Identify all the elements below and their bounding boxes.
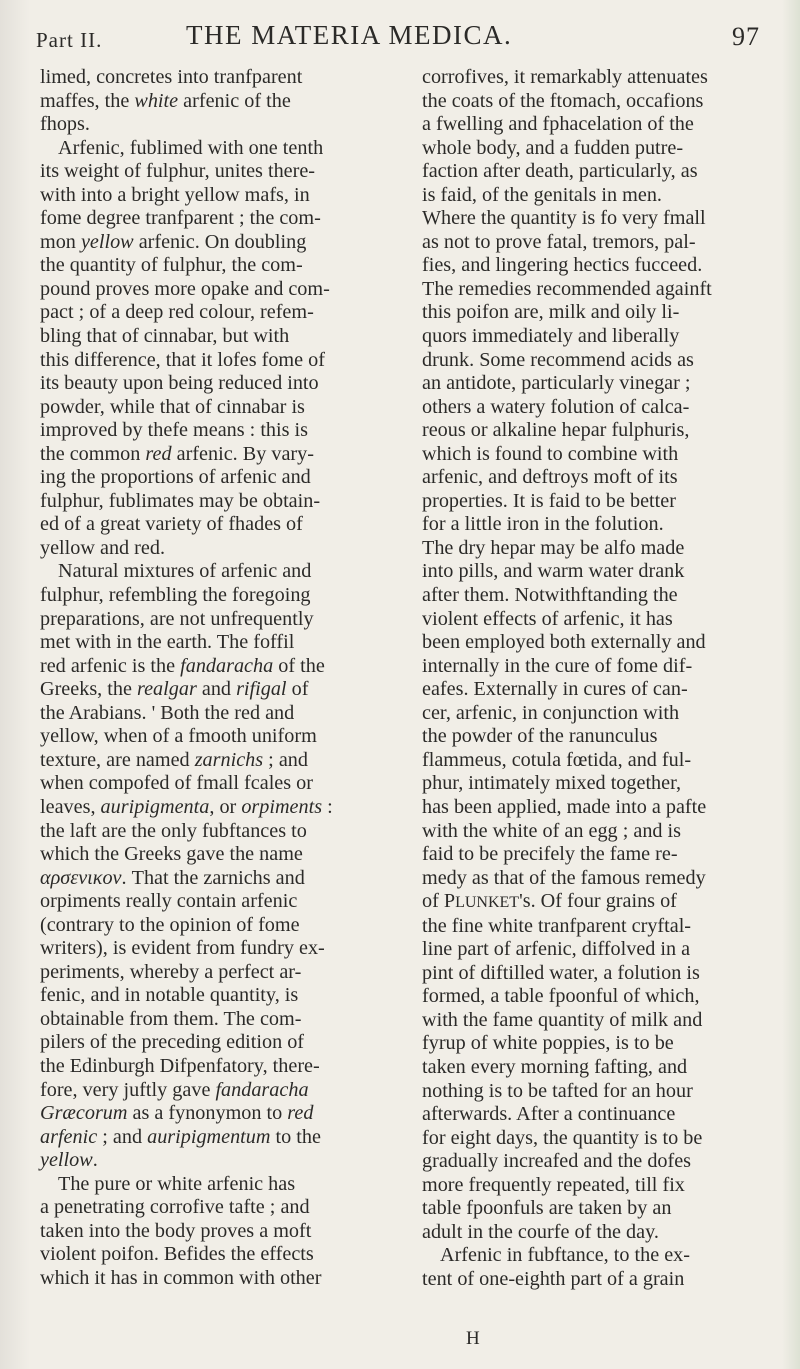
text-line: medy as that of the famous remedy [422,866,706,889]
text-line: of PLUNKET's. Of four grains of [422,890,677,913]
text-line: the common red arfenic. By vary- [40,442,314,465]
text-line: limed, concretes into tranfparent [40,66,303,88]
text-line: this poifon are, milk and oily li- [422,301,680,324]
signature-mark: H [466,1328,480,1349]
text-line: violent effects of arfenic, it has [422,607,673,630]
text-line: yellow. [40,1149,98,1172]
text-line: obtainable from them. The com- [40,1007,302,1030]
text-line: fhops. [40,113,90,136]
text-line: Græcorum as a fynonymon to red [40,1102,314,1125]
text-line: fenic, and in notable quantity, is [40,984,299,1007]
text-line: been employed both externally and [422,631,706,654]
text-line: its beauty upon being reduced into [40,372,319,395]
paragraph-continued [40,66,385,137]
text-line: fulphur, fublimates may be obtain- [40,489,321,512]
text-line: pound proves more opake and com- [40,277,330,300]
text-line: faction after death, particularly, as [422,160,698,183]
text-line: fulphur, refembling the foregoing [40,584,311,607]
text-line: is faid, of the genitals in men. [422,183,662,206]
text-line: table fpoonfuls are taken by an [422,1197,672,1220]
right-column [422,66,777,1291]
text-line: improved by thefe means : this is [40,419,308,442]
text-line: for eight days, the quantity is to be [422,1126,703,1149]
text-line: yellow and red. [40,536,166,559]
text-line: the Arabians. ' Both the red and [40,701,295,724]
text-line: Greeks, the realgar and rifigal of [40,678,309,701]
text-line: has been applied, made into a pafte [422,795,707,818]
paragraph [40,560,385,1172]
text-line: its weight of fulphur, unites there- [40,160,316,183]
text-line: with the fame quantity of milk and [422,1008,703,1031]
text-line: fyrup of white poppies, is to be [422,1032,674,1055]
text-line: corrofives, it remarkably attenuates [422,66,708,88]
text-line: the coats of the ftomach, occafions [422,89,704,112]
text-line: after them. Notwithftanding the [422,584,678,607]
text-line: the Edinburgh Difpenfatory, there- [40,1054,320,1077]
text-line: quors immediately and liberally [422,325,680,348]
text-line: drunk. Some recommend acids as [422,348,694,371]
text-line: flammeus, cotula fœtida, and ful- [422,748,692,771]
running-head [36,18,760,58]
text-line: fome degree tranfparent ; the com- [40,207,321,230]
text-line: The remedies recommended againft [422,277,712,300]
text-line: formed, a table fpoonful of which, [422,985,700,1008]
text-line: bling that of cinnabar, but with [40,325,290,348]
text-line: pint of diftilled water, a folution is [422,961,700,984]
text-line: powder, while that of cinnabar is [40,395,305,418]
text-line: mon yellow arfenic. On doubling [40,230,307,253]
text-line: phur, intimately mixed together, [422,772,682,795]
text-line: gradually increafed and the dofes [422,1150,692,1173]
text-line: met with in the earth. The foffil [40,631,295,654]
page-number: 97 [732,22,760,51]
text-line: which the Greeks gave the name [40,843,303,866]
text-line: ed of a great variety of fhades of [40,513,303,536]
text-line: yellow, when of a fmooth uniform [40,725,317,748]
text-line: pilers of the preceding edition of [40,1031,305,1054]
text-line: periments, whereby a perfect ar- [40,960,302,983]
text-line: preparations, are not unfrequently [40,607,314,630]
text-line: Arfenic, fublimed with one tenth [58,136,324,159]
text-line: adult in the courfe of the day. [422,1220,659,1243]
text-line: texture, are named zarnichs ; and [40,748,308,771]
text-line: the quantity of fulphur, the com- [40,254,303,277]
text-line: The pure or white arfenic has [58,1172,296,1195]
text-line: cer, arfenic, in conjunction with [422,701,680,724]
text-line: taken every morning fafting, and [422,1055,688,1078]
text-line: arfenic, and deftroys moft of its [422,466,678,489]
text-line: eafes. Externally in cures of can- [422,678,688,701]
text-line: properties. It is faid to be better [422,489,676,512]
text-line: the laft are the only fubftances to [40,819,307,842]
text-line: an antidote, particularly vinegar ; [422,372,691,395]
text-line: the powder of the ranunculus [422,725,658,748]
text-line: with into a bright yellow mafs, in [40,183,310,206]
text-line: reous or alkaline hepar fulphuris, [422,419,690,442]
text-line: with the white of an egg ; and is [422,819,682,842]
text-line: violent poifon. Befides the effects [40,1243,314,1266]
text-line: The dry hepar may be alfo made [422,536,685,559]
text-line: afterwards. After a continuance [422,1103,676,1126]
page-gutter-shadow [0,0,30,1369]
text-line: which it has in common with other [40,1266,322,1289]
text-line: leaves, auripigmenta, or orpiments : [40,795,333,818]
text-line: a fwelling and fphacelation of the [422,113,694,136]
text-line: arfenic ; and auripigmentum to the [40,1125,321,1148]
text-line: red arfenic is the fandaracha of the [40,654,325,677]
text-line: ing the proportions of arfenic and [40,466,311,489]
text-line: Arfenic in fubftance, to the ex- [440,1244,690,1267]
text-line: writers), is evident from fundry ex- [40,937,325,960]
text-line: Where the quantity is fo very fmall [422,207,706,230]
text-line: tent of one-eighth part of a grain [422,1267,685,1290]
text-line: a penetrating corrofive tafte ; and [40,1196,310,1219]
text-line: this difference, that it lofes fome of [40,348,325,371]
text-line: taken into the body proves a moft [40,1219,312,1242]
text-line: αρσενικον. That the zarnichs and [40,866,305,889]
paragraph-continued [422,66,777,1244]
text-line: fies, and lingering hectics fucceed. [422,254,703,277]
part-label: Part II. [36,28,103,52]
text-line: whole body, and a fudden putre- [422,136,684,159]
text-line: as not to prove fatal, tremors, pal- [422,230,696,253]
text-line: the fine white tranfparent cryftal- [422,914,692,937]
text-line: Natural mixtures of arfenic and [58,560,312,583]
running-title: THE MATERIA MEDICA. [186,20,513,50]
text-line: internally in the cure of fome dif- [422,654,693,677]
text-line: nothing is to be tafted for an hour [422,1079,693,1102]
paragraph [422,1244,777,1291]
text-line: maffes, the white arfenic of the [40,89,291,112]
text-line: (contrary to the opinion of fome [40,913,300,936]
text-line: when compofed of fmall fcales or [40,772,313,795]
text-line: which is found to combine with [422,442,679,465]
text-line: fore, very juftly gave fandaracha [40,1078,309,1101]
text-line: orpiments really contain arfenic [40,890,298,913]
text-line: more frequently repeated, till fix [422,1173,685,1196]
page-edge-stain [782,0,800,1369]
left-column [40,66,385,1290]
paragraph [40,1173,385,1291]
text-line: others a watery folution of calca- [422,395,690,418]
text-line: faid to be precifely the fame re- [422,843,678,866]
text-line: line part of arfenic, diffolved in a [422,938,691,961]
text-line: for a little iron in the folution. [422,513,664,536]
text-line: into pills, and warm water drank [422,560,685,583]
text-line: pact ; of a deep red colour, refem- [40,301,314,324]
paragraph [40,137,385,561]
